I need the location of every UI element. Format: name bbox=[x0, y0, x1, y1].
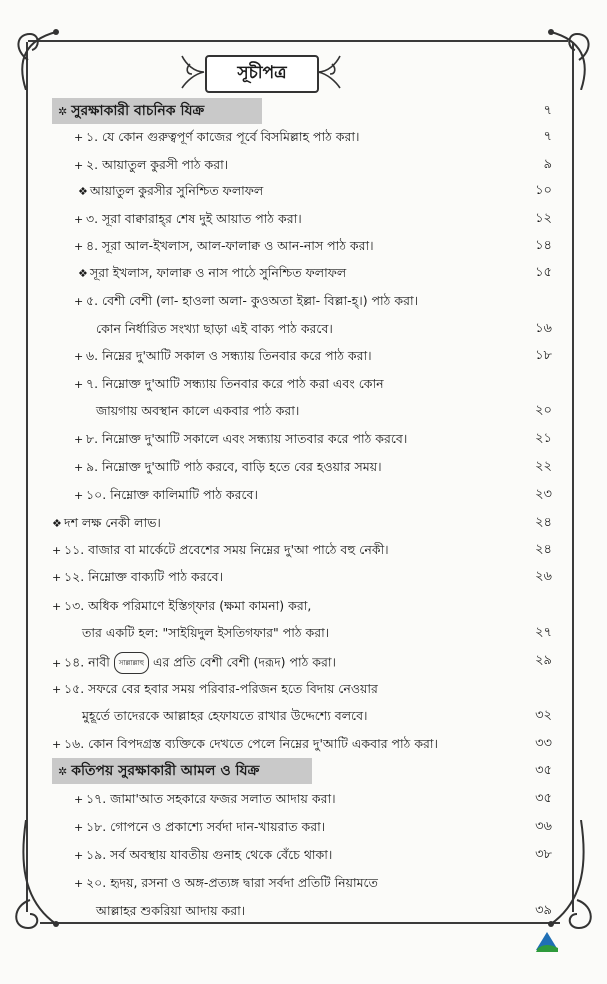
frame-top-border bbox=[28, 40, 568, 42]
page-number: ৭ bbox=[543, 103, 552, 118]
frame-left-border bbox=[26, 42, 28, 912]
page-number: ২১ bbox=[535, 431, 552, 446]
toc-entry-text bbox=[74, 430, 407, 449]
toc-entry-text bbox=[82, 624, 329, 642]
page-number: ৩৫ bbox=[535, 791, 552, 806]
page-number: ৩২ bbox=[535, 708, 552, 723]
section-header bbox=[52, 758, 312, 784]
entry-label: ১৬. কোন বিপদগ্রস্ত ব্যক্তিকে দেখতে পেলে নিম্নের দু'আটি একবার পাঠ করা। bbox=[64, 736, 439, 751]
page-number: ১৫ bbox=[535, 265, 552, 280]
entry-label: মুহূর্তে তাদেরকে আল্লাহর হেফাযতে রাখার উদ্দেশ্যে বলবে। bbox=[82, 708, 368, 723]
toc-entry-text bbox=[74, 818, 325, 837]
plus-bullet-icon: + bbox=[52, 738, 62, 751]
entry-label: ৬. নিম্নের দু'আটি সকাল ও সন্ধ্যায় তিনবার করে পাঠ করা। bbox=[86, 348, 372, 363]
toc-entry-text bbox=[74, 375, 384, 394]
entry-label: ১৯. সর্ব অবস্থায় যাবতীয় গুনাহ থেকে বেঁচে থাকা। bbox=[86, 847, 333, 862]
toc-entry-text bbox=[74, 156, 228, 175]
plus-bullet-icon: + bbox=[74, 159, 84, 172]
entry-label: দশ লক্ষ নেকী লাভ। bbox=[64, 515, 161, 530]
page-number: ২৬ bbox=[535, 569, 552, 584]
plus-bullet-icon: + bbox=[74, 240, 84, 253]
page-number: ১০ bbox=[535, 183, 552, 198]
section-title: সুরক্ষাকারী বাচনিক যিক্র bbox=[71, 103, 205, 119]
entry-label: তার একটি হল: "সাইয়িদুল ইসতিগফার" পাঠ করা। bbox=[82, 625, 330, 640]
corner-ornament-bottom-right-icon bbox=[531, 820, 601, 940]
toc-entry-text bbox=[52, 514, 161, 533]
page-number: ১২ bbox=[535, 211, 552, 226]
entry-label: কোন নির্ধারিত সংখ্যা ছাড়া এই বাক্য পাঠ করবে। bbox=[96, 321, 333, 336]
entry-label: ২০. হৃদয়, রসনা ও অঙ্গ-প্রত্যঙ্গ দ্বারা সর্বদা প্রতিটি নিয়ামতে bbox=[86, 875, 378, 890]
toc-entry-text bbox=[52, 568, 223, 587]
plus-bullet-icon: + bbox=[74, 433, 84, 446]
toc-entry-text bbox=[78, 182, 263, 201]
frame-right-border bbox=[572, 42, 574, 912]
entry-label: ১৪. নাবী bbox=[64, 654, 110, 670]
diamond-bullet-icon: ❖ bbox=[78, 185, 88, 198]
title-ornament-right-icon bbox=[316, 52, 346, 92]
plus-bullet-icon: + bbox=[74, 461, 84, 474]
page-number: ১৪ bbox=[535, 238, 552, 253]
entry-label: ১৫. সফরে বের হবার সময় পরিবার-পরিজন হতে বিদায় নেওয়ার bbox=[64, 681, 378, 696]
plus-bullet-icon: + bbox=[74, 877, 84, 890]
toc-entry-text bbox=[96, 902, 245, 920]
toc-entry-text bbox=[74, 458, 382, 477]
page-number: ১৮ bbox=[535, 348, 552, 363]
section-header bbox=[52, 98, 262, 124]
corner-ornament-bottom-left-icon bbox=[6, 820, 76, 940]
toc-entry-text bbox=[74, 292, 418, 311]
corner-ornament-top-left-icon bbox=[6, 20, 76, 90]
entry-label: ৫. বেশী বেশী (লা- হাওলা অলা- কুওঅতা ইল্লা- বিল্লা-হ্‌।) পাঠ করা। bbox=[86, 293, 419, 308]
entry-label: ২. আয়াতুল কুরসী পাঠ করা। bbox=[86, 157, 229, 172]
entry-label: ১. যে কোন গুরুত্বপূর্ণ কাজের পূর্বে বিসমিল্লাহ পাঠ করা। bbox=[86, 129, 360, 144]
entry-label: ৩. সূরা বাক্বারাহ্‌র শেষ দুই আয়াত পাঠ করা। bbox=[86, 211, 302, 226]
plus-bullet-icon: + bbox=[74, 793, 84, 806]
plus-bullet-icon: + bbox=[52, 656, 62, 670]
toc-entry-text bbox=[74, 210, 302, 229]
entry-label: ১৩. অধিক পরিমাণে ইস্তিগ্‌ফার (ক্ষমা কামনা) করা, bbox=[64, 598, 312, 613]
plus-bullet-icon: + bbox=[52, 571, 62, 584]
toc-entry-text bbox=[52, 680, 378, 699]
page-number: ৭ bbox=[543, 129, 552, 144]
page-number: ৯ bbox=[543, 157, 552, 172]
diamond-bullet-icon: ❖ bbox=[52, 517, 62, 530]
page-number: ২০ bbox=[535, 403, 552, 418]
diamond-bullet-icon: ❖ bbox=[78, 267, 88, 280]
toc-entry-text bbox=[96, 320, 333, 338]
page-number: ৩৩ bbox=[535, 736, 552, 751]
entry-label: ১৭. জামা'আত সহকারে ফজর সলাত আদায় করা। bbox=[86, 791, 336, 806]
entry-label: ১১. বাজার বা মার্কেটে প্রবেশের সময় নিম্নের দু'আ পাঠে বহু নেকী। bbox=[64, 542, 389, 557]
entry-label: ৮. নিম্নোক্ত দু'আটি সকালে এবং সন্ধ্যায় সাতবার করে পাঠ করবে। bbox=[86, 431, 408, 446]
page-number: ২২ bbox=[535, 459, 552, 474]
entry-label: জায়গায় অবস্থান কালে একবার পাঠ করা। bbox=[96, 403, 300, 418]
entry-label: ৭. নিম্নোক্ত দু'আটি সন্ধ্যায় তিনবার করে পাঠ করা এবং কোন bbox=[86, 376, 384, 391]
entry-label: আয়াতুল কুরসীর সুনিশ্চিত ফলাফল bbox=[90, 183, 264, 198]
entry-label: ১২. নিম্নোক্ত বাক্যটি পাঠ করবে। bbox=[64, 569, 224, 584]
toc-entry-text bbox=[74, 790, 336, 809]
plus-bullet-icon: + bbox=[52, 544, 62, 557]
toc-entry-text bbox=[74, 347, 372, 366]
toc-entry-text bbox=[52, 597, 311, 616]
toc-entry-text bbox=[82, 707, 368, 725]
page-number: ২৭ bbox=[535, 625, 552, 640]
toc-entry-text bbox=[74, 128, 359, 147]
entry-label: ৪. সূরা আল-ইখলাস, আল-ফালাক্ব ও আন-নাস পাঠ করা। bbox=[86, 238, 374, 253]
page-number: ২৩ bbox=[535, 487, 552, 502]
toc-entry-text bbox=[52, 735, 438, 754]
title-ornament-left-icon bbox=[176, 52, 206, 92]
toc-entry-text bbox=[74, 874, 378, 893]
plus-bullet-icon: + bbox=[74, 131, 84, 144]
page-number: ৩৮ bbox=[535, 847, 552, 862]
page-number: ২৪ bbox=[535, 515, 552, 530]
page-number: ৩৯ bbox=[535, 903, 552, 918]
page-number: ১৬ bbox=[535, 321, 552, 336]
page-title: সূচীপত্র bbox=[205, 55, 319, 93]
plus-bullet-icon: + bbox=[52, 683, 62, 696]
toc-entry-text bbox=[52, 541, 389, 560]
star-icon: ✲ bbox=[58, 104, 68, 118]
frame-bottom-border bbox=[40, 922, 560, 924]
page-number: ৩৬ bbox=[535, 819, 552, 834]
plus-bullet-icon: + bbox=[74, 821, 84, 834]
corner-ornament-top-right-icon bbox=[531, 20, 601, 90]
entry-label: ১০. নিম্নোক্ত কালিমাটি পাঠ করবে। bbox=[86, 487, 258, 502]
section-title: কতিপয় সুরক্ষাকারী আমল ও যিক্র bbox=[71, 763, 260, 779]
plus-bullet-icon: + bbox=[74, 378, 84, 391]
toc-entry-text bbox=[74, 846, 332, 865]
plus-bullet-icon: + bbox=[74, 849, 84, 862]
page-number: ২৪ bbox=[535, 542, 552, 557]
plus-bullet-icon: + bbox=[52, 600, 62, 613]
plus-bullet-icon: + bbox=[74, 350, 84, 363]
salutation-badge: সাল্লাল্লাহু bbox=[114, 652, 149, 674]
toc-entry-text bbox=[96, 402, 299, 420]
entry-label: ১৮. গোপনে ও প্রকাশ্যে সর্বদা দান-খায়রাত করা। bbox=[86, 819, 326, 834]
toc-entry-text bbox=[74, 486, 258, 505]
page-number: ৩৫ bbox=[535, 763, 552, 778]
entry-label: ৯. নিম্নোক্ত দু'আটি পাঠ করবে, বাড়ি হতে বের হওয়ার সময়। bbox=[86, 459, 382, 474]
publisher-logo-icon bbox=[534, 930, 560, 954]
plus-bullet-icon: + bbox=[74, 489, 84, 502]
entry-label: সূরা ইখলাস, ফালাক্ব ও নাস পাঠে সুনিশ্চিত ফলাফল bbox=[90, 265, 347, 280]
toc-entry-text bbox=[78, 264, 346, 283]
star-icon: ✲ bbox=[58, 764, 68, 778]
entry-label: আল্লাহর শুকরিয়া আদায় করা। bbox=[96, 903, 246, 918]
toc-entry-text bbox=[52, 652, 336, 674]
page-number: ২৯ bbox=[535, 653, 552, 668]
entry-label-continued: এর প্রতি বেশী বেশী (দরূদ) পাঠ করা। bbox=[152, 654, 336, 670]
toc-entry-text bbox=[74, 237, 374, 256]
plus-bullet-icon: + bbox=[74, 213, 84, 226]
plus-bullet-icon: + bbox=[74, 295, 84, 308]
